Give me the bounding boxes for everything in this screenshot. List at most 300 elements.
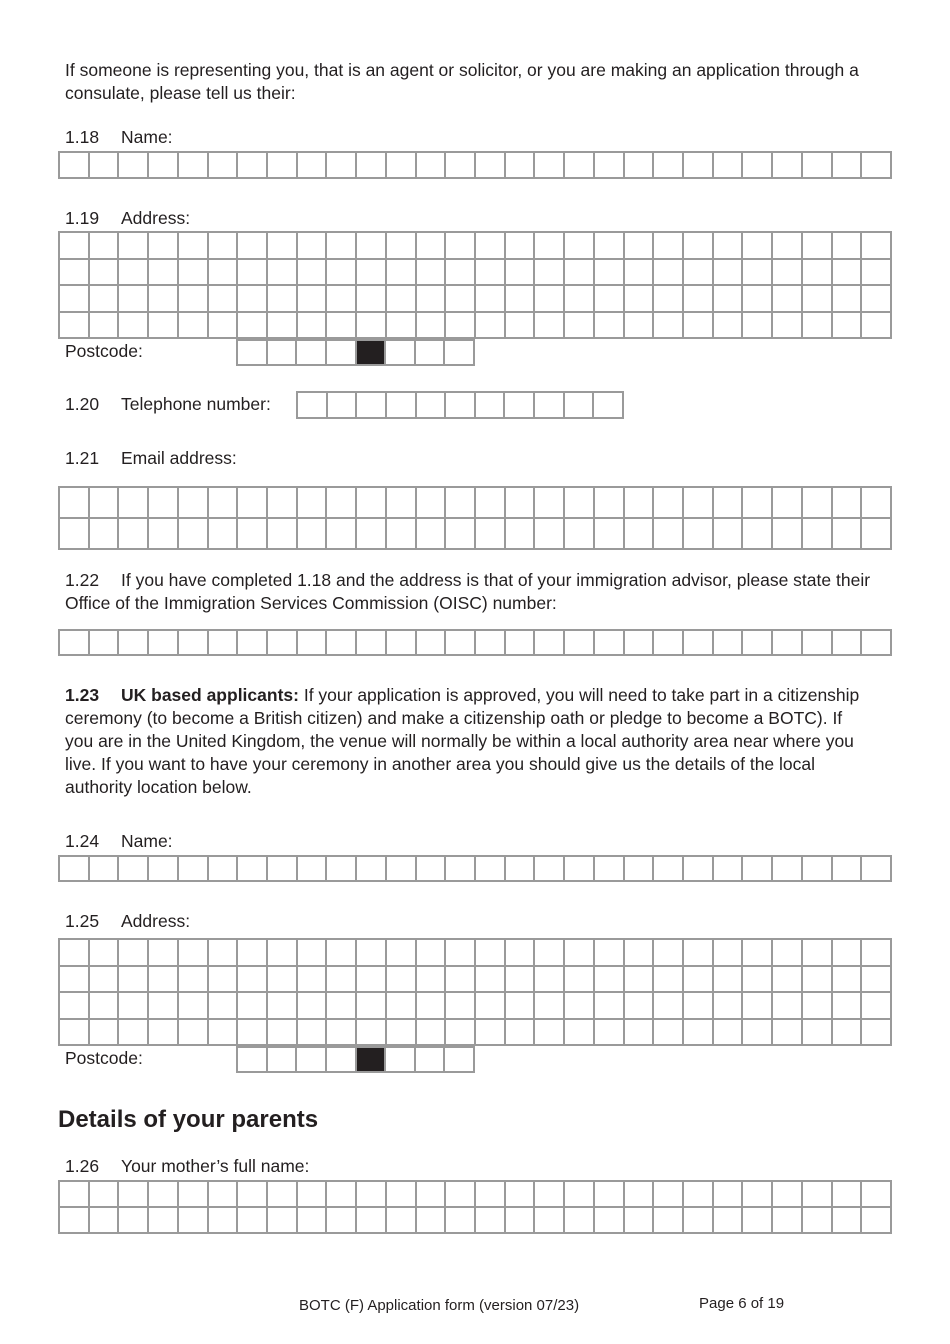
char-box[interactable] xyxy=(476,313,506,340)
char-box[interactable] xyxy=(149,993,179,1020)
char-box[interactable] xyxy=(625,153,655,179)
char-box[interactable] xyxy=(387,313,417,340)
char-box[interactable] xyxy=(684,940,714,967)
char-box[interactable] xyxy=(417,233,447,260)
char-box[interactable] xyxy=(803,233,833,260)
char-box[interactable] xyxy=(60,488,90,519)
char-box[interactable] xyxy=(119,631,149,656)
char-box[interactable] xyxy=(684,313,714,340)
char-box[interactable] xyxy=(179,1020,209,1047)
char-box[interactable] xyxy=(387,1208,417,1234)
char-box[interactable] xyxy=(179,519,209,550)
char-box[interactable] xyxy=(833,233,863,260)
char-box[interactable] xyxy=(833,1182,863,1208)
char-box[interactable] xyxy=(417,260,447,287)
char-box[interactable] xyxy=(654,153,684,179)
ceremony-name-field[interactable] xyxy=(58,855,892,882)
char-box[interactable] xyxy=(535,993,565,1020)
char-box[interactable] xyxy=(417,286,447,313)
char-box[interactable] xyxy=(417,1020,447,1047)
char-box[interactable] xyxy=(476,519,506,550)
char-box[interactable] xyxy=(357,967,387,994)
char-box[interactable] xyxy=(209,967,239,994)
char-box[interactable] xyxy=(357,233,387,260)
char-box[interactable] xyxy=(417,1182,447,1208)
char-box[interactable] xyxy=(60,967,90,994)
char-box[interactable] xyxy=(90,1182,120,1208)
char-box[interactable] xyxy=(119,153,149,179)
char-box[interactable] xyxy=(654,519,684,550)
char-box[interactable] xyxy=(238,1208,268,1234)
char-box[interactable] xyxy=(714,233,744,260)
char-box[interactable] xyxy=(773,1208,803,1234)
char-box[interactable] xyxy=(417,313,447,340)
char-box[interactable] xyxy=(862,993,892,1020)
char-box[interactable] xyxy=(327,1182,357,1208)
char-box[interactable] xyxy=(298,631,328,656)
char-box[interactable] xyxy=(446,967,476,994)
char-box[interactable] xyxy=(446,260,476,287)
char-box[interactable] xyxy=(387,993,417,1020)
char-box[interactable] xyxy=(387,1182,417,1208)
char-box[interactable] xyxy=(357,260,387,287)
char-box[interactable] xyxy=(803,260,833,287)
char-box[interactable] xyxy=(327,341,357,366)
char-box[interactable] xyxy=(60,260,90,287)
char-box[interactable] xyxy=(803,857,833,882)
char-box[interactable] xyxy=(862,967,892,994)
char-box[interactable] xyxy=(535,260,565,287)
char-box[interactable] xyxy=(268,313,298,340)
char-box[interactable] xyxy=(149,857,179,882)
char-box[interactable] xyxy=(149,519,179,550)
char-box[interactable] xyxy=(209,233,239,260)
char-box[interactable] xyxy=(565,940,595,967)
char-box[interactable] xyxy=(387,393,417,419)
char-box[interactable] xyxy=(60,631,90,656)
char-box[interactable] xyxy=(506,260,536,287)
char-box[interactable] xyxy=(506,993,536,1020)
char-box[interactable] xyxy=(595,940,625,967)
char-box[interactable] xyxy=(684,519,714,550)
char-box[interactable] xyxy=(743,233,773,260)
char-box[interactable] xyxy=(327,286,357,313)
char-box[interactable] xyxy=(327,857,357,882)
char-box[interactable] xyxy=(238,993,268,1020)
char-box[interactable] xyxy=(268,286,298,313)
char-box[interactable] xyxy=(773,488,803,519)
char-box[interactable] xyxy=(90,940,120,967)
char-box[interactable] xyxy=(119,1020,149,1047)
char-box[interactable] xyxy=(535,857,565,882)
char-box[interactable] xyxy=(238,286,268,313)
char-box[interactable] xyxy=(833,519,863,550)
char-box[interactable] xyxy=(684,993,714,1020)
char-box[interactable] xyxy=(506,1182,536,1208)
char-box[interactable] xyxy=(327,488,357,519)
char-box[interactable] xyxy=(90,993,120,1020)
char-box[interactable] xyxy=(625,260,655,287)
char-box[interactable] xyxy=(297,1048,327,1073)
char-box[interactable] xyxy=(119,967,149,994)
char-box[interactable] xyxy=(773,631,803,656)
char-box[interactable] xyxy=(565,993,595,1020)
char-box[interactable] xyxy=(654,1208,684,1234)
char-box[interactable] xyxy=(803,967,833,994)
char-box[interactable] xyxy=(654,1182,684,1208)
char-box[interactable] xyxy=(654,286,684,313)
char-box[interactable] xyxy=(535,313,565,340)
char-box[interactable] xyxy=(476,488,506,519)
char-box[interactable] xyxy=(90,967,120,994)
char-box[interactable] xyxy=(357,1020,387,1047)
char-box[interactable] xyxy=(238,1048,268,1073)
char-box[interactable] xyxy=(833,857,863,882)
char-box[interactable] xyxy=(357,1208,387,1234)
char-box[interactable] xyxy=(327,260,357,287)
char-box[interactable] xyxy=(862,631,892,656)
char-box[interactable] xyxy=(654,967,684,994)
char-box[interactable] xyxy=(506,313,536,340)
char-box[interactable] xyxy=(446,519,476,550)
char-box[interactable] xyxy=(179,967,209,994)
char-box[interactable] xyxy=(357,519,387,550)
char-box[interactable] xyxy=(298,393,328,419)
char-box[interactable] xyxy=(209,993,239,1020)
char-box[interactable] xyxy=(773,857,803,882)
char-box[interactable] xyxy=(149,153,179,179)
char-box[interactable] xyxy=(149,233,179,260)
char-box[interactable] xyxy=(714,993,744,1020)
char-box[interactable] xyxy=(209,260,239,287)
char-box[interactable] xyxy=(298,519,328,550)
mother-full-name-field[interactable] xyxy=(58,1180,892,1234)
char-box[interactable] xyxy=(476,1182,506,1208)
char-box[interactable] xyxy=(535,1020,565,1047)
char-box[interactable] xyxy=(416,1048,446,1073)
char-box[interactable] xyxy=(654,993,684,1020)
char-box[interactable] xyxy=(833,940,863,967)
char-box[interactable] xyxy=(446,993,476,1020)
char-box[interactable] xyxy=(803,286,833,313)
char-box[interactable] xyxy=(268,1182,298,1208)
char-box[interactable] xyxy=(149,631,179,656)
char-box[interactable] xyxy=(60,153,90,179)
char-box[interactable] xyxy=(268,993,298,1020)
char-box[interactable] xyxy=(565,488,595,519)
char-box[interactable] xyxy=(445,341,475,366)
char-box[interactable] xyxy=(565,631,595,656)
char-box[interactable] xyxy=(417,393,447,419)
char-box[interactable] xyxy=(387,519,417,550)
char-box[interactable] xyxy=(684,286,714,313)
char-box[interactable] xyxy=(595,260,625,287)
char-box[interactable] xyxy=(357,940,387,967)
char-box[interactable] xyxy=(298,1182,328,1208)
char-box[interactable] xyxy=(209,1182,239,1208)
char-box[interactable] xyxy=(773,233,803,260)
char-box[interactable] xyxy=(595,286,625,313)
char-box[interactable] xyxy=(476,153,506,179)
char-box[interactable] xyxy=(714,857,744,882)
char-box[interactable] xyxy=(90,1020,120,1047)
char-box[interactable] xyxy=(179,940,209,967)
char-box[interactable] xyxy=(119,1208,149,1234)
char-box[interactable] xyxy=(209,631,239,656)
char-box[interactable] xyxy=(327,1208,357,1234)
char-box[interactable] xyxy=(535,1182,565,1208)
oisc-number-field[interactable] xyxy=(58,629,892,656)
char-box[interactable] xyxy=(327,967,357,994)
char-box[interactable] xyxy=(179,286,209,313)
char-box[interactable] xyxy=(238,233,268,260)
char-box[interactable] xyxy=(714,967,744,994)
char-box[interactable] xyxy=(238,341,268,366)
char-box[interactable] xyxy=(298,233,328,260)
char-box[interactable] xyxy=(119,286,149,313)
char-box[interactable] xyxy=(416,341,446,366)
char-box[interactable] xyxy=(149,1208,179,1234)
char-box[interactable] xyxy=(476,967,506,994)
char-box[interactable] xyxy=(179,631,209,656)
char-box[interactable] xyxy=(119,313,149,340)
char-box[interactable] xyxy=(446,940,476,967)
char-box[interactable] xyxy=(268,519,298,550)
char-box[interactable] xyxy=(238,519,268,550)
char-box[interactable] xyxy=(565,1182,595,1208)
char-box[interactable] xyxy=(387,260,417,287)
char-box[interactable] xyxy=(714,286,744,313)
char-box[interactable] xyxy=(327,153,357,179)
char-box[interactable] xyxy=(179,233,209,260)
char-box[interactable] xyxy=(476,1020,506,1047)
char-box[interactable] xyxy=(149,488,179,519)
char-box[interactable] xyxy=(60,940,90,967)
char-box[interactable] xyxy=(209,313,239,340)
char-box[interactable] xyxy=(743,153,773,179)
char-box[interactable] xyxy=(417,488,447,519)
char-box[interactable] xyxy=(238,153,268,179)
char-box[interactable] xyxy=(298,153,328,179)
char-box[interactable] xyxy=(90,233,120,260)
char-box[interactable] xyxy=(149,1020,179,1047)
char-box[interactable] xyxy=(298,260,328,287)
char-box[interactable] xyxy=(565,153,595,179)
char-box[interactable] xyxy=(565,393,595,419)
char-box[interactable] xyxy=(743,519,773,550)
char-box[interactable] xyxy=(327,313,357,340)
char-box[interactable] xyxy=(654,631,684,656)
char-box[interactable] xyxy=(90,857,120,882)
char-box[interactable] xyxy=(803,940,833,967)
char-box[interactable] xyxy=(446,393,476,419)
char-box[interactable] xyxy=(625,631,655,656)
char-box[interactable] xyxy=(446,1020,476,1047)
char-box[interactable] xyxy=(565,857,595,882)
char-box[interactable] xyxy=(595,1020,625,1047)
char-box[interactable] xyxy=(565,286,595,313)
char-box[interactable] xyxy=(149,1182,179,1208)
char-box[interactable] xyxy=(238,313,268,340)
char-box[interactable] xyxy=(862,1020,892,1047)
char-box[interactable] xyxy=(505,393,535,419)
char-box[interactable] xyxy=(179,488,209,519)
char-box[interactable] xyxy=(446,488,476,519)
char-box[interactable] xyxy=(654,260,684,287)
char-box[interactable] xyxy=(357,488,387,519)
char-box[interactable] xyxy=(565,1020,595,1047)
char-box[interactable] xyxy=(327,1048,357,1073)
char-box[interactable] xyxy=(506,1020,536,1047)
char-box[interactable] xyxy=(625,313,655,340)
char-box[interactable] xyxy=(90,631,120,656)
char-box[interactable] xyxy=(476,233,506,260)
char-box[interactable] xyxy=(862,1208,892,1234)
char-box[interactable] xyxy=(60,993,90,1020)
char-box[interactable] xyxy=(506,519,536,550)
char-box[interactable] xyxy=(119,260,149,287)
char-box[interactable] xyxy=(209,488,239,519)
char-box[interactable] xyxy=(417,519,447,550)
char-box[interactable] xyxy=(446,313,476,340)
char-box[interactable] xyxy=(595,153,625,179)
char-box[interactable] xyxy=(535,1208,565,1234)
char-box[interactable] xyxy=(417,993,447,1020)
char-box[interactable] xyxy=(625,1020,655,1047)
char-box[interactable] xyxy=(625,857,655,882)
char-box[interactable] xyxy=(268,1208,298,1234)
char-box[interactable] xyxy=(714,940,744,967)
char-box[interactable] xyxy=(833,313,863,340)
char-box[interactable] xyxy=(535,519,565,550)
char-box[interactable] xyxy=(625,940,655,967)
char-box[interactable] xyxy=(179,1182,209,1208)
char-box[interactable] xyxy=(773,260,803,287)
char-box[interactable] xyxy=(238,631,268,656)
char-box[interactable] xyxy=(387,488,417,519)
char-box[interactable] xyxy=(386,1048,416,1073)
char-box[interactable] xyxy=(60,286,90,313)
char-box[interactable] xyxy=(357,286,387,313)
char-box[interactable] xyxy=(654,940,684,967)
char-box[interactable] xyxy=(446,1208,476,1234)
char-box[interactable] xyxy=(60,233,90,260)
char-box[interactable] xyxy=(90,286,120,313)
char-box[interactable] xyxy=(357,631,387,656)
char-box[interactable] xyxy=(743,260,773,287)
char-box[interactable] xyxy=(327,233,357,260)
char-box[interactable] xyxy=(535,967,565,994)
char-box[interactable] xyxy=(268,857,298,882)
char-box[interactable] xyxy=(803,1208,833,1234)
char-box[interactable] xyxy=(565,260,595,287)
char-box[interactable] xyxy=(773,1020,803,1047)
char-box[interactable] xyxy=(446,286,476,313)
char-box[interactable] xyxy=(743,1182,773,1208)
char-box[interactable] xyxy=(298,967,328,994)
char-box[interactable] xyxy=(60,1182,90,1208)
char-box[interactable] xyxy=(238,260,268,287)
char-box[interactable] xyxy=(833,1020,863,1047)
char-box[interactable] xyxy=(446,153,476,179)
char-box[interactable] xyxy=(476,631,506,656)
char-box[interactable] xyxy=(209,940,239,967)
char-box[interactable] xyxy=(357,857,387,882)
char-box[interactable] xyxy=(862,488,892,519)
char-box[interactable] xyxy=(387,286,417,313)
char-box[interactable] xyxy=(387,857,417,882)
char-box[interactable] xyxy=(506,857,536,882)
char-box[interactable] xyxy=(654,1020,684,1047)
char-box[interactable] xyxy=(595,233,625,260)
char-box[interactable] xyxy=(476,286,506,313)
char-box[interactable] xyxy=(238,857,268,882)
char-box[interactable] xyxy=(506,488,536,519)
char-box[interactable] xyxy=(327,631,357,656)
char-box[interactable] xyxy=(238,1020,268,1047)
char-box[interactable] xyxy=(387,153,417,179)
representative-address-field[interactable] xyxy=(58,231,892,339)
char-box[interactable] xyxy=(535,286,565,313)
char-box[interactable] xyxy=(417,153,447,179)
char-box[interactable] xyxy=(595,857,625,882)
char-box[interactable] xyxy=(238,967,268,994)
char-box[interactable] xyxy=(297,341,327,366)
char-box[interactable] xyxy=(684,488,714,519)
char-box[interactable] xyxy=(238,1182,268,1208)
char-box[interactable] xyxy=(773,1182,803,1208)
char-box[interactable] xyxy=(803,1182,833,1208)
char-box[interactable] xyxy=(327,993,357,1020)
char-box[interactable] xyxy=(535,940,565,967)
char-box[interactable] xyxy=(595,1208,625,1234)
char-box[interactable] xyxy=(298,286,328,313)
char-box[interactable] xyxy=(149,286,179,313)
char-box[interactable] xyxy=(328,393,358,419)
char-box[interactable] xyxy=(476,260,506,287)
telephone-number-field[interactable] xyxy=(296,391,624,419)
char-box[interactable] xyxy=(803,1020,833,1047)
char-box[interactable] xyxy=(654,233,684,260)
char-box[interactable] xyxy=(90,1208,120,1234)
char-box[interactable] xyxy=(119,993,149,1020)
char-box[interactable] xyxy=(773,153,803,179)
char-box[interactable] xyxy=(446,857,476,882)
char-box[interactable] xyxy=(714,153,744,179)
char-box[interactable] xyxy=(684,1208,714,1234)
char-box[interactable] xyxy=(862,313,892,340)
char-box[interactable] xyxy=(714,1208,744,1234)
char-box[interactable] xyxy=(833,153,863,179)
char-box[interactable] xyxy=(803,488,833,519)
char-box[interactable] xyxy=(149,940,179,967)
char-box[interactable] xyxy=(654,857,684,882)
char-box[interactable] xyxy=(327,1020,357,1047)
char-box[interactable] xyxy=(417,1208,447,1234)
char-box[interactable] xyxy=(446,233,476,260)
char-box[interactable] xyxy=(445,1048,475,1073)
char-box[interactable] xyxy=(60,313,90,340)
char-box[interactable] xyxy=(684,260,714,287)
char-box[interactable] xyxy=(90,153,120,179)
char-box[interactable] xyxy=(238,488,268,519)
char-box[interactable] xyxy=(357,393,387,419)
char-box[interactable] xyxy=(743,631,773,656)
char-box[interactable] xyxy=(60,1208,90,1234)
char-box[interactable] xyxy=(862,940,892,967)
char-box[interactable] xyxy=(743,286,773,313)
char-box[interactable] xyxy=(803,993,833,1020)
